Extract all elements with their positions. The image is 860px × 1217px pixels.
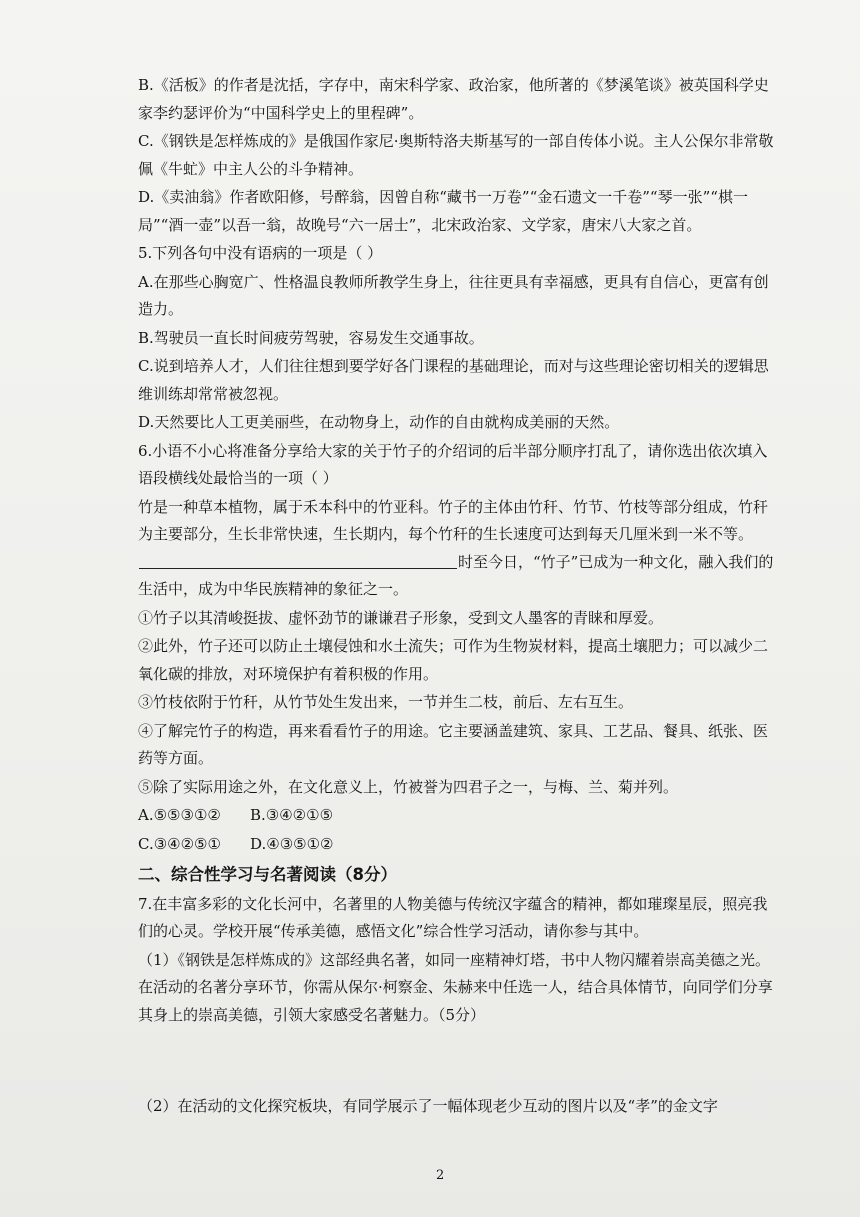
sentence-3: ③竹枝依附于竹秆，从竹节处生发出来，一节并生二枝，前后、左右互生。	[138, 693, 634, 711]
page-content	[138, 72, 778, 1121]
fill-in-blank[interactable]	[139, 550, 457, 569]
sentence-2: ②此外，竹子还可以防止土壤侵蚀和水土流失；可作为生物炭材料，提高土壤肥力；可以减少二氧化碳的排放，对环境保护有着积极的作用。	[138, 637, 769, 683]
q5-option-a: A.在那些心胸宽广、性格温良教师所教学生身上，往往更具有幸福感，更具有自信心，更富有创造力。	[138, 272, 769, 318]
q6-options-row-2	[138, 831, 778, 859]
option-c-gangtie: C.《钢铁是怎样炼成的》是俄国作家尼·奥斯特洛夫斯基写的一部自传体小说。主人公保尔非常敬佩《牛虻》中主人公的斗争精神。	[138, 132, 774, 178]
bamboo-passage	[138, 494, 778, 604]
question-7-part-1: （1）《钢铁是怎样炼成的》这部经典名著，如同一座精神灯塔，书中人物闪耀着崇高美德之光。在活动的名著分享环节，你需从保尔·柯察金、朱赫来中任选一人，结合具体情节，向同学们分享其身上的崇高美德，引领大家感受名著魅力。（5分）	[138, 950, 773, 1024]
page-number: 2	[436, 1168, 445, 1183]
question-7-part-2: （2）在活动的文化探究板块，有同学展示了一幅体现老少互动的图片以及“孝”的金文字	[138, 1097, 718, 1115]
bamboo-passage-text: 竹是一种草本植物，属于禾本科中的竹亚科。竹子的主体由竹秆、竹节、竹枝等部分组成，竹秆为主要部分，生长非常快速，生长期内，每个竹秆的生长速度可达到每天几厘米到一米不等。	[138, 497, 769, 543]
q5-option-c: C.说到培养人才，人们往往想到要学好各门课程的基础理论，而对与这些理论密切相关的逻辑思维训练却常常被忽视。	[138, 357, 769, 403]
sentence-1: ①竹子以其清峻挺拔、虚怀劲节的谦谦君子形象，受到文人墨客的青睐和厚爱。	[138, 608, 664, 627]
q5-option-d: D.天然要比人工更美丽些，在动物身上，动作的自由就构成美丽的天然。	[138, 413, 620, 431]
question-6: 6.小语不小心将准备分享给大家的关于竹子的介绍词的后半部分顺序打乱了，请你选出依次填入语段横线处最恰当的一项（ ）	[138, 441, 768, 487]
q6-option-d: D.④③⑤①②	[250, 834, 334, 853]
sentence-4: ④了解完竹子的构造，再来看看竹子的用途。它主要涵盖建筑、家具、工艺品、餐具、纸张、医药等方面。	[138, 721, 769, 767]
q6-option-b: B.③④②①⑤	[250, 806, 334, 824]
q6-option-c: C.③④②⑤①	[138, 834, 221, 853]
q6-options-row-1	[138, 802, 778, 830]
question-5: 5.下列各句中没有语病的一项是（ ）	[138, 244, 383, 262]
option-d-maiyouweng: D.《卖油翁》作者欧阳修，号醉翁，因曾自称“藏书一万卷”“金石遗文一千卷”“琴一张”“棋一局”“酒一壶”以吾一翁，故晚号“六一居士”，北宋政治家、文学家，唐宋八大家之首。	[138, 188, 748, 234]
section-title: 二、综合性学习与名著阅读（8分）	[138, 865, 397, 884]
answer-space[interactable]	[138, 1029, 778, 1093]
option-b-huoban: B.《活板》的作者是沈括，字存中，南宋科学家、政治家，他所著的《梦溪笔谈》被英国科学史家李约瑟评价为“中国科学史上的里程碑”。	[138, 76, 769, 122]
bamboo-passage-tail: 时至今日，“竹子”已成为一种文化，融入我们的生活中，成为中华民族精神的象征之一。	[138, 552, 774, 598]
q6-option-a: A.⑤⑤③①②	[138, 806, 221, 824]
q5-option-b: B.驾驶员一直长时间疲劳驾驶，容易发生交通事故。	[138, 328, 484, 347]
sentence-5: ⑤除了实际用途之外，在文化意义上，竹被誉为四君子之一，与梅、兰、菊并列。	[138, 777, 679, 796]
question-7-intro: 7.在丰富多彩的文化长河中，名著里的人物美德与传统汉字蕴含的精神，都如璀璨星辰，照亮我们的心灵。学校开展“传承美德，感悟文化”综合性学习活动，请你参与其中。	[138, 894, 768, 940]
